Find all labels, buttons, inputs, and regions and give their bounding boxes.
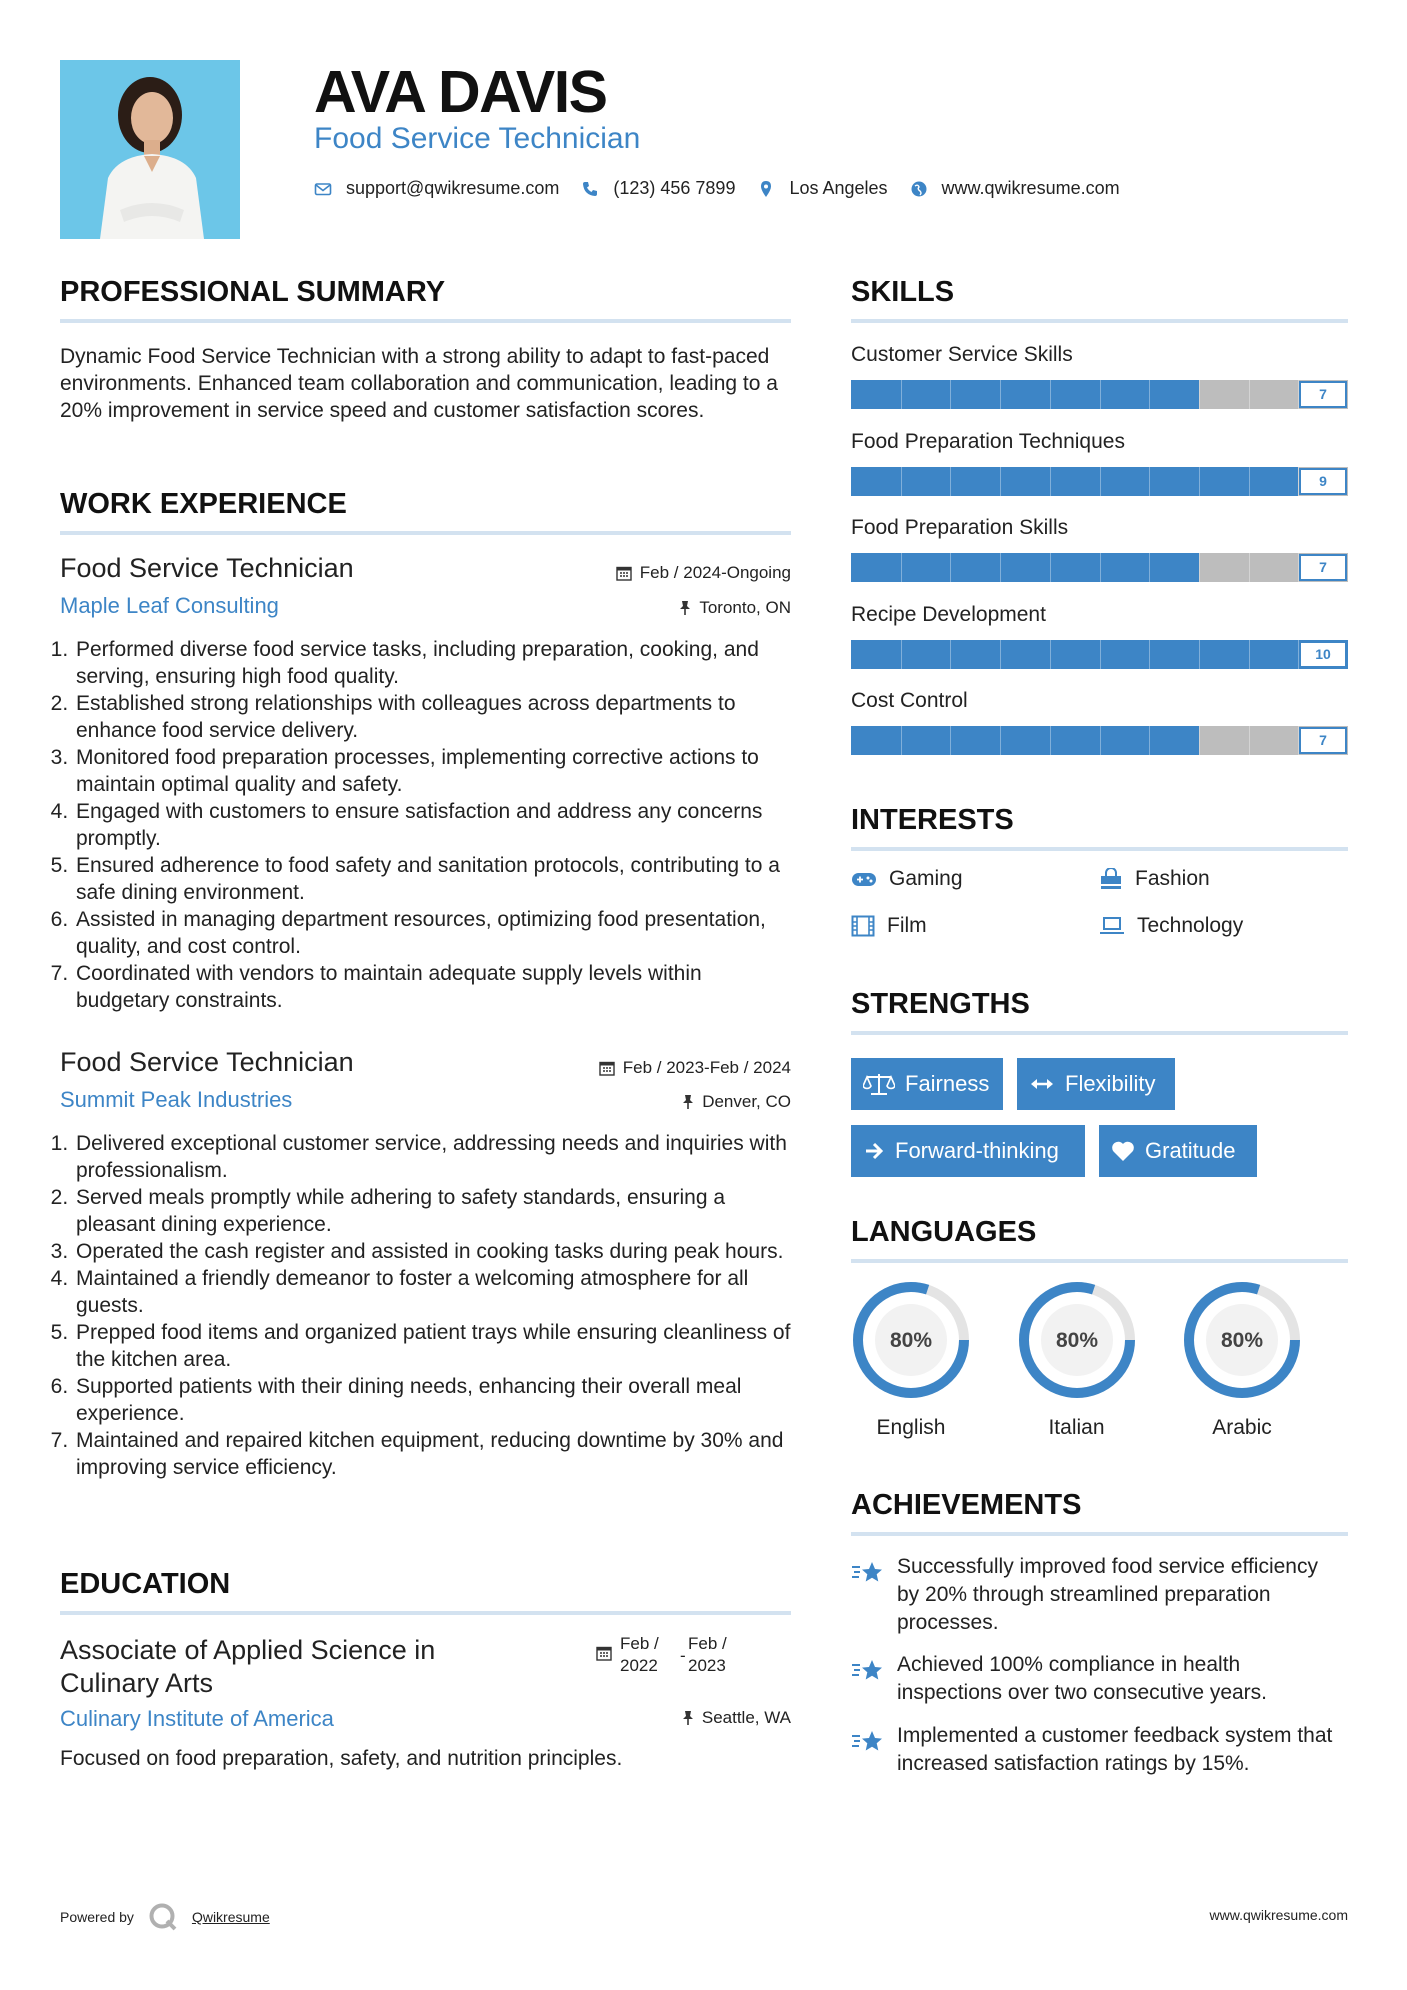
skill-bar-segment-divider: [1100, 467, 1101, 496]
language-name: Italian: [1048, 1416, 1105, 1439]
duty-item: 4. Engaged with customers to ensure satisfaction and address any concerns promptly.: [74, 798, 796, 852]
candidate-title: Food Service Technician: [314, 122, 641, 155]
skill-bar-segment-divider: [1050, 726, 1051, 755]
interest-label: Technology: [1137, 914, 1244, 937]
skill-bar-fill: [851, 380, 1199, 409]
education-description: Focused on food preparation, safety, and nutrition principles.: [60, 1747, 623, 1770]
summary-heading: PROFESSIONAL SUMMARY: [60, 276, 446, 308]
language-progress-ring: [1181, 1279, 1303, 1401]
skill-bar-segment-divider: [950, 640, 951, 669]
balance-scale-icon: [863, 1072, 895, 1096]
section-divider: [851, 1259, 1348, 1263]
candidate-name: AVA DAVIS: [314, 59, 607, 125]
phone-text: (123) 456 7899: [613, 178, 736, 198]
education-location-text: Seattle, WA: [701, 1708, 791, 1727]
language-percent: 80%: [889, 1329, 933, 1352]
contact-email[interactable]: [314, 178, 559, 199]
calendar-icon: [596, 1645, 612, 1661]
date-separator: -: [680, 1646, 686, 1665]
duty-list: [56, 1130, 796, 1481]
skill-bar-segment-divider: [1000, 380, 1001, 409]
job-location: [682, 1092, 791, 1112]
skill-bar-segment-divider: [1199, 726, 1200, 755]
job-dates: [616, 563, 791, 583]
film-icon: [851, 915, 875, 937]
skill-bar-segment-divider: [1249, 726, 1250, 755]
skill-bar-segment-divider: [1199, 380, 1200, 409]
experience-heading: WORK EXPERIENCE: [60, 488, 347, 520]
skill-bar-segment-divider: [1100, 380, 1101, 409]
envelope-icon: [314, 180, 332, 198]
skill-bar-segment-divider: [1050, 467, 1051, 496]
skill-bar-segment-divider: [1149, 726, 1150, 755]
skill-label: Cost Control: [851, 689, 968, 712]
skill-bar-segment-divider: [1199, 553, 1200, 582]
skill-bar-segment-divider: [1100, 553, 1101, 582]
language-progress-ring: [850, 1279, 972, 1401]
skill-bar: [851, 726, 1348, 755]
skill-bar-segment-divider: [1100, 726, 1101, 755]
skill-label: Customer Service Skills: [851, 343, 1073, 366]
skill-bar-segment-divider: [1149, 467, 1150, 496]
strength-label: Forward-thinking: [895, 1138, 1059, 1163]
skill-level-value: 10: [1299, 641, 1347, 668]
skill-bar-segment-divider: [1000, 640, 1001, 669]
interest-label: Fashion: [1135, 867, 1210, 890]
interest-item: [851, 867, 963, 891]
skill-bar-segment-divider: [950, 553, 951, 582]
skill-bar-segment-divider: [950, 380, 951, 409]
phone-icon: [581, 180, 599, 198]
strengths-heading: STRENGTHS: [851, 988, 1030, 1020]
contact-location: [757, 178, 887, 199]
interest-label: Film: [887, 914, 927, 937]
start-month: Feb /: [620, 1634, 659, 1653]
interest-item: [851, 914, 927, 938]
end-year: 2023: [688, 1656, 726, 1675]
powered-by-text: Powered by: [60, 1909, 134, 1925]
skill-bar-segment-divider: [901, 380, 902, 409]
school-name: Culinary Institute of America: [60, 1706, 334, 1731]
qwikresume-logo-icon: [148, 1902, 178, 1932]
job-location-text: Toronto, ON: [699, 598, 791, 617]
skill-bar-segment-divider: [1199, 467, 1200, 496]
arrow-right-icon: [863, 1140, 885, 1162]
skill-bar-segment-divider: [1199, 640, 1200, 669]
company-name: Summit Peak Industries: [60, 1087, 293, 1112]
job-dates-text: Feb / 2023-Feb / 2024: [622, 1058, 791, 1077]
skill-label: Food Preparation Skills: [851, 516, 1069, 539]
language-item: [1016, 1279, 1138, 1440]
skill-bar-segment-divider: [1000, 726, 1001, 755]
skill-bar: [851, 467, 1348, 496]
duty-item: 2. Served meals promptly while adhering to safety standards, ensuring a pleasant dining experience.: [74, 1184, 796, 1238]
skill-bar-segment-divider: [1000, 553, 1001, 582]
skill-bar-segment-divider: [1050, 640, 1051, 669]
qwikresume-link[interactable]: Qwikresume: [191, 1909, 270, 1925]
language-percent: 80%: [1220, 1329, 1264, 1352]
shooting-star-icon: [851, 1657, 885, 1685]
skill-bar: [851, 380, 1348, 409]
skill-bar-segment-divider: [901, 640, 902, 669]
strength-label: Fairness: [905, 1071, 990, 1096]
skill-bar-segment-divider: [1050, 380, 1051, 409]
duty-item: 6. Supported patients with their dining needs, enhancing their overall meal experience.: [74, 1373, 796, 1427]
skill-level-value: 7: [1299, 727, 1347, 754]
job-location: [679, 598, 791, 618]
skill-bar: [851, 553, 1348, 582]
skill-bar-fill: [851, 726, 1199, 755]
achievement-item: [851, 1553, 1342, 1637]
interest-label: Gaming: [889, 867, 963, 890]
education-end: [688, 1633, 727, 1677]
section-divider: [60, 319, 791, 323]
duty-item: 4. Maintained a friendly demeanor to foster a welcoming atmosphere for all guests.: [74, 1265, 796, 1319]
language-item: [1181, 1279, 1303, 1440]
email-text: support@qwikresume.com: [346, 178, 560, 198]
company-name: Maple Leaf Consulting: [60, 593, 279, 618]
duty-item: 5. Ensured adherence to food safety and sanitation protocols, contributing to a safe dining environment.: [74, 852, 796, 906]
achievement-item: [851, 1651, 1342, 1707]
achievement-text: Successfully improved food service efficiency by 20% through streamlined preparation processes.: [897, 1555, 1318, 1634]
footer-website[interactable]: www.qwikresume.com: [1209, 1907, 1348, 1923]
strength-label: Gratitude: [1145, 1138, 1236, 1163]
duty-item: 6. Assisted in managing department resources, optimizing food presentation, quality, and cost control.: [74, 906, 796, 960]
duty-item: 5. Prepped food items and organized patient trays while ensuring cleanliness of the kitchen area.: [74, 1319, 796, 1373]
skill-bar-segment-divider: [950, 726, 951, 755]
shopping-bag-icon: [1099, 868, 1123, 890]
section-divider: [851, 1031, 1348, 1035]
duty-item: 3. Operated the cash register and assisted in cooking tasks during peak hours.: [74, 1238, 796, 1265]
skill-bar-segment-divider: [901, 553, 902, 582]
language-progress-ring: [1016, 1279, 1138, 1401]
skills-heading: SKILLS: [851, 276, 955, 308]
education-start: [620, 1633, 680, 1677]
skill-bar-segment-divider: [1249, 640, 1250, 669]
education-dates: [596, 1633, 727, 1677]
strength-chip: [851, 1125, 1085, 1177]
skill-bar: [851, 640, 1348, 669]
skill-bar-segment-divider: [1149, 380, 1150, 409]
skill-bar-fill: [851, 467, 1298, 496]
skill-level-value: 7: [1299, 554, 1347, 581]
section-divider: [851, 319, 1348, 323]
skill-bar-segment-divider: [1149, 640, 1150, 669]
skill-bar-segment-divider: [950, 467, 951, 496]
skill-bar-segment-divider: [1249, 553, 1250, 582]
interest-item: [1099, 867, 1210, 891]
degree-title: [60, 1634, 435, 1700]
education-location: [682, 1708, 791, 1728]
job-dates-text: Feb / 2024-Ongoing: [639, 563, 791, 582]
profile-photo: [60, 60, 240, 239]
duty-item: 3. Monitored food preparation processes, implementing corrective actions to maintain optimal quality and safety.: [74, 744, 796, 798]
skill-bar-segment-divider: [1249, 380, 1250, 409]
contact-bar: [314, 178, 1120, 199]
skill-level-value: 9: [1299, 468, 1347, 495]
language-percent: 80%: [1055, 1329, 1098, 1352]
section-divider: [60, 1611, 791, 1615]
duty-item: 7. Coordinated with vendors to maintain adequate supply levels within budgetary constraints.: [74, 960, 796, 1014]
interest-item: [1099, 914, 1243, 938]
summary-text: Dynamic Food Service Technician with a strong ability to adapt to fast-paced environments. Enhanced team collaboration and communication, leading to a 20% improvement in service speed and customer satisfaction scores.: [60, 345, 778, 422]
heart-icon: [1111, 1140, 1135, 1162]
skill-bar-segment-divider: [1249, 467, 1250, 496]
calendar-icon: [616, 565, 632, 581]
footer-branding: [60, 1902, 270, 1932]
strength-chip: [1017, 1058, 1175, 1110]
education-heading: EDUCATION: [60, 1568, 231, 1600]
section-divider: [60, 531, 791, 535]
job-title: Food Service Technician: [60, 553, 354, 583]
arrows-horizontal-icon: [1029, 1074, 1055, 1094]
language-name: Arabic: [1212, 1416, 1272, 1439]
shooting-star-icon: [851, 1559, 885, 1587]
laptop-icon: [1099, 916, 1125, 936]
achievement-item: [851, 1722, 1342, 1778]
duty-item: 7. Maintained and repaired kitchen equipment, reducing downtime by 30% and improving service efficiency.: [74, 1427, 796, 1481]
duty-item: 1. Delivered exceptional customer service, addressing needs and inquiries with professionalism.: [74, 1130, 796, 1184]
section-divider: [851, 847, 1348, 851]
skill-bar-fill: [851, 553, 1199, 582]
skill-label: Food Preparation Techniques: [851, 429, 1125, 453]
strength-label: Flexibility: [1065, 1071, 1156, 1096]
website-text: www.qwikresume.com: [941, 178, 1120, 198]
language-name: English: [876, 1416, 946, 1439]
globe-icon: [910, 180, 928, 198]
map-pin-icon: [757, 180, 775, 198]
languages-heading: LANGUAGES: [851, 1216, 1037, 1248]
strength-chip: [851, 1058, 1003, 1110]
person-portrait-icon: [60, 60, 240, 239]
skill-bar-segment-divider: [1000, 467, 1001, 496]
job-dates: [599, 1058, 791, 1078]
skill-label: Recipe Development: [851, 602, 1046, 626]
interests-heading: INTERESTS: [851, 804, 1014, 836]
duty-item: 1. Performed diverse food service tasks, including preparation, cooking, and serving, ensuring high food quality.: [74, 636, 796, 690]
contact-website[interactable]: [910, 178, 1120, 199]
end-month: Feb /: [688, 1634, 727, 1653]
skill-bar-segment-divider: [901, 726, 902, 755]
skill-level-value: 7: [1299, 381, 1347, 408]
achievement-text: Achieved 100% compliance in health inspections over two consecutive years.: [897, 1653, 1268, 1704]
contact-phone[interactable]: [581, 178, 735, 199]
calendar-icon: [599, 1060, 615, 1076]
start-year: 2022: [620, 1656, 658, 1675]
job-location-text: Denver, CO: [702, 1092, 791, 1111]
pushpin-icon: [679, 600, 691, 616]
duty-item: 2. Established strong relationships with colleagues across departments to enhance food service delivery.: [74, 690, 796, 744]
achievements-heading: ACHIEVEMENTS: [851, 1489, 1082, 1521]
skill-bar-segment-divider: [901, 467, 902, 496]
skill-bar-segment-divider: [1050, 553, 1051, 582]
strength-chip: [1099, 1125, 1257, 1177]
job-title: Food Service Technician: [60, 1047, 354, 1077]
location-text: Los Angeles: [789, 178, 888, 198]
achievement-text: Implemented a customer feedback system that increased satisfaction ratings by 15%.: [897, 1724, 1333, 1775]
shooting-star-icon: [851, 1728, 885, 1756]
gamepad-icon: [851, 870, 877, 888]
language-item: [850, 1279, 972, 1440]
pushpin-icon: [682, 1094, 694, 1110]
section-divider: [851, 1532, 1348, 1536]
pushpin-icon: [682, 1710, 694, 1726]
skill-bar-segment-divider: [1149, 553, 1150, 582]
degree-line-2: Culinary Arts: [60, 1668, 214, 1698]
degree-line-1: Associate of Applied Science in: [60, 1635, 436, 1665]
duty-list: [56, 636, 796, 1014]
skill-bar-segment-divider: [1100, 640, 1101, 669]
